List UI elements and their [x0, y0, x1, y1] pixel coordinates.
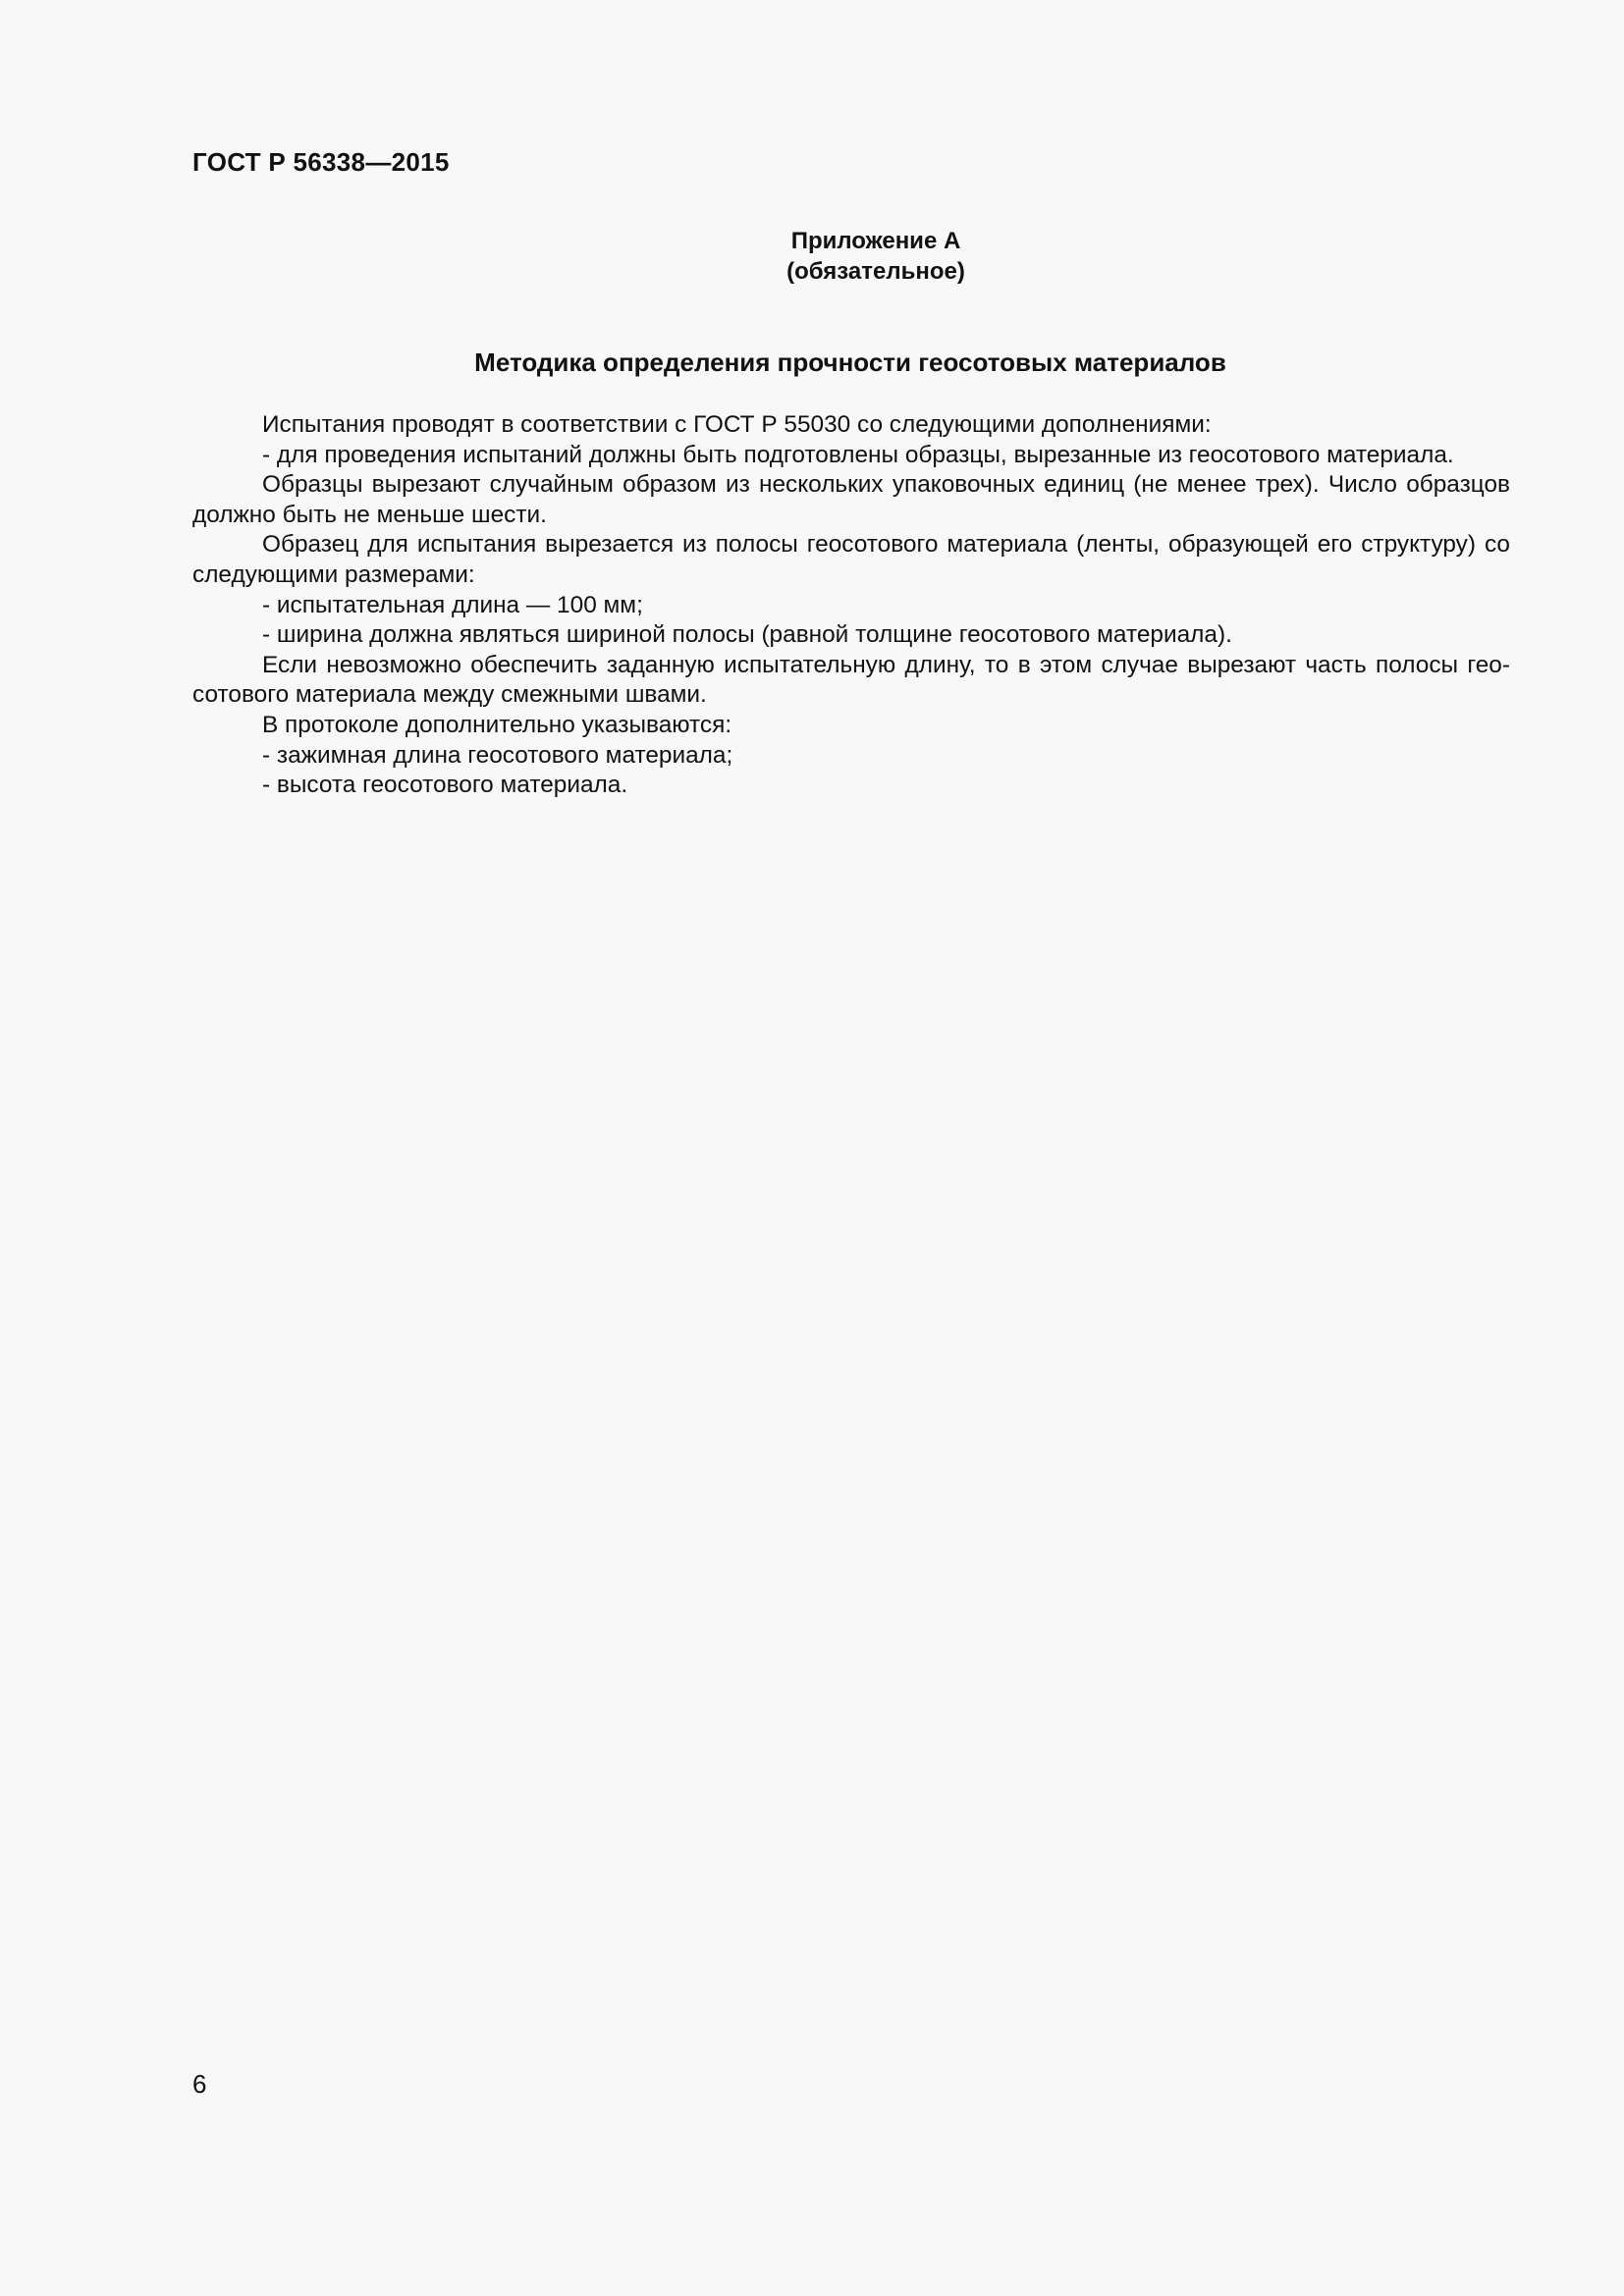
paragraph-report: В протоколе дополнительно указываются:	[262, 711, 732, 738]
paragraph-item-height: - высота геосотового материала.	[262, 772, 628, 799]
section-title: Методика определения прочности геосотовых материалов	[474, 347, 1226, 377]
paragraph-item-test-length: - испытательная длина — 100 мм;	[262, 591, 643, 618]
document-code-header: ГОСТ Р 56338—2015	[192, 147, 450, 177]
appendix-heading	[192, 226, 1508, 287]
paragraph-item-clamp-length: - зажимная длина геосотового материала;	[262, 741, 733, 769]
paragraph-sampling: Образцы вырезают случайным образом из нескольких упаковочных единиц (не менее трех). Число образцов должно быть не меньше шести.	[192, 471, 1510, 528]
paragraph-specimen-size: Образец для испытания вырезается из полосы геосотового материала (ленты, образующей его структуру) со следующими размерами:	[192, 531, 1510, 588]
paragraph-alternative: Если невозможно обеспечить заданную испытательную длину, то в этом случае вырезают часть полосы гео-сотового материала между смежными швами.	[192, 651, 1510, 709]
appendix-status: (обязательное)	[786, 258, 965, 285]
body-text	[192, 410, 1510, 801]
paragraph-item-width: - ширина должна являться шириной полосы (равной толщине геосотового материала).	[262, 621, 1232, 649]
page-number: 6	[192, 2069, 207, 2099]
paragraph-item-specimen-preparation: - для проведения испытаний должны быть подготовлены образцы, вырезанные из геосотового материала.	[262, 441, 1454, 468]
paragraph-intro: Испытания проводят в соответствии с ГОСТ Р 55030 со следующими дополнениями:	[262, 411, 1212, 438]
appendix-title: Приложение А	[790, 228, 961, 254]
